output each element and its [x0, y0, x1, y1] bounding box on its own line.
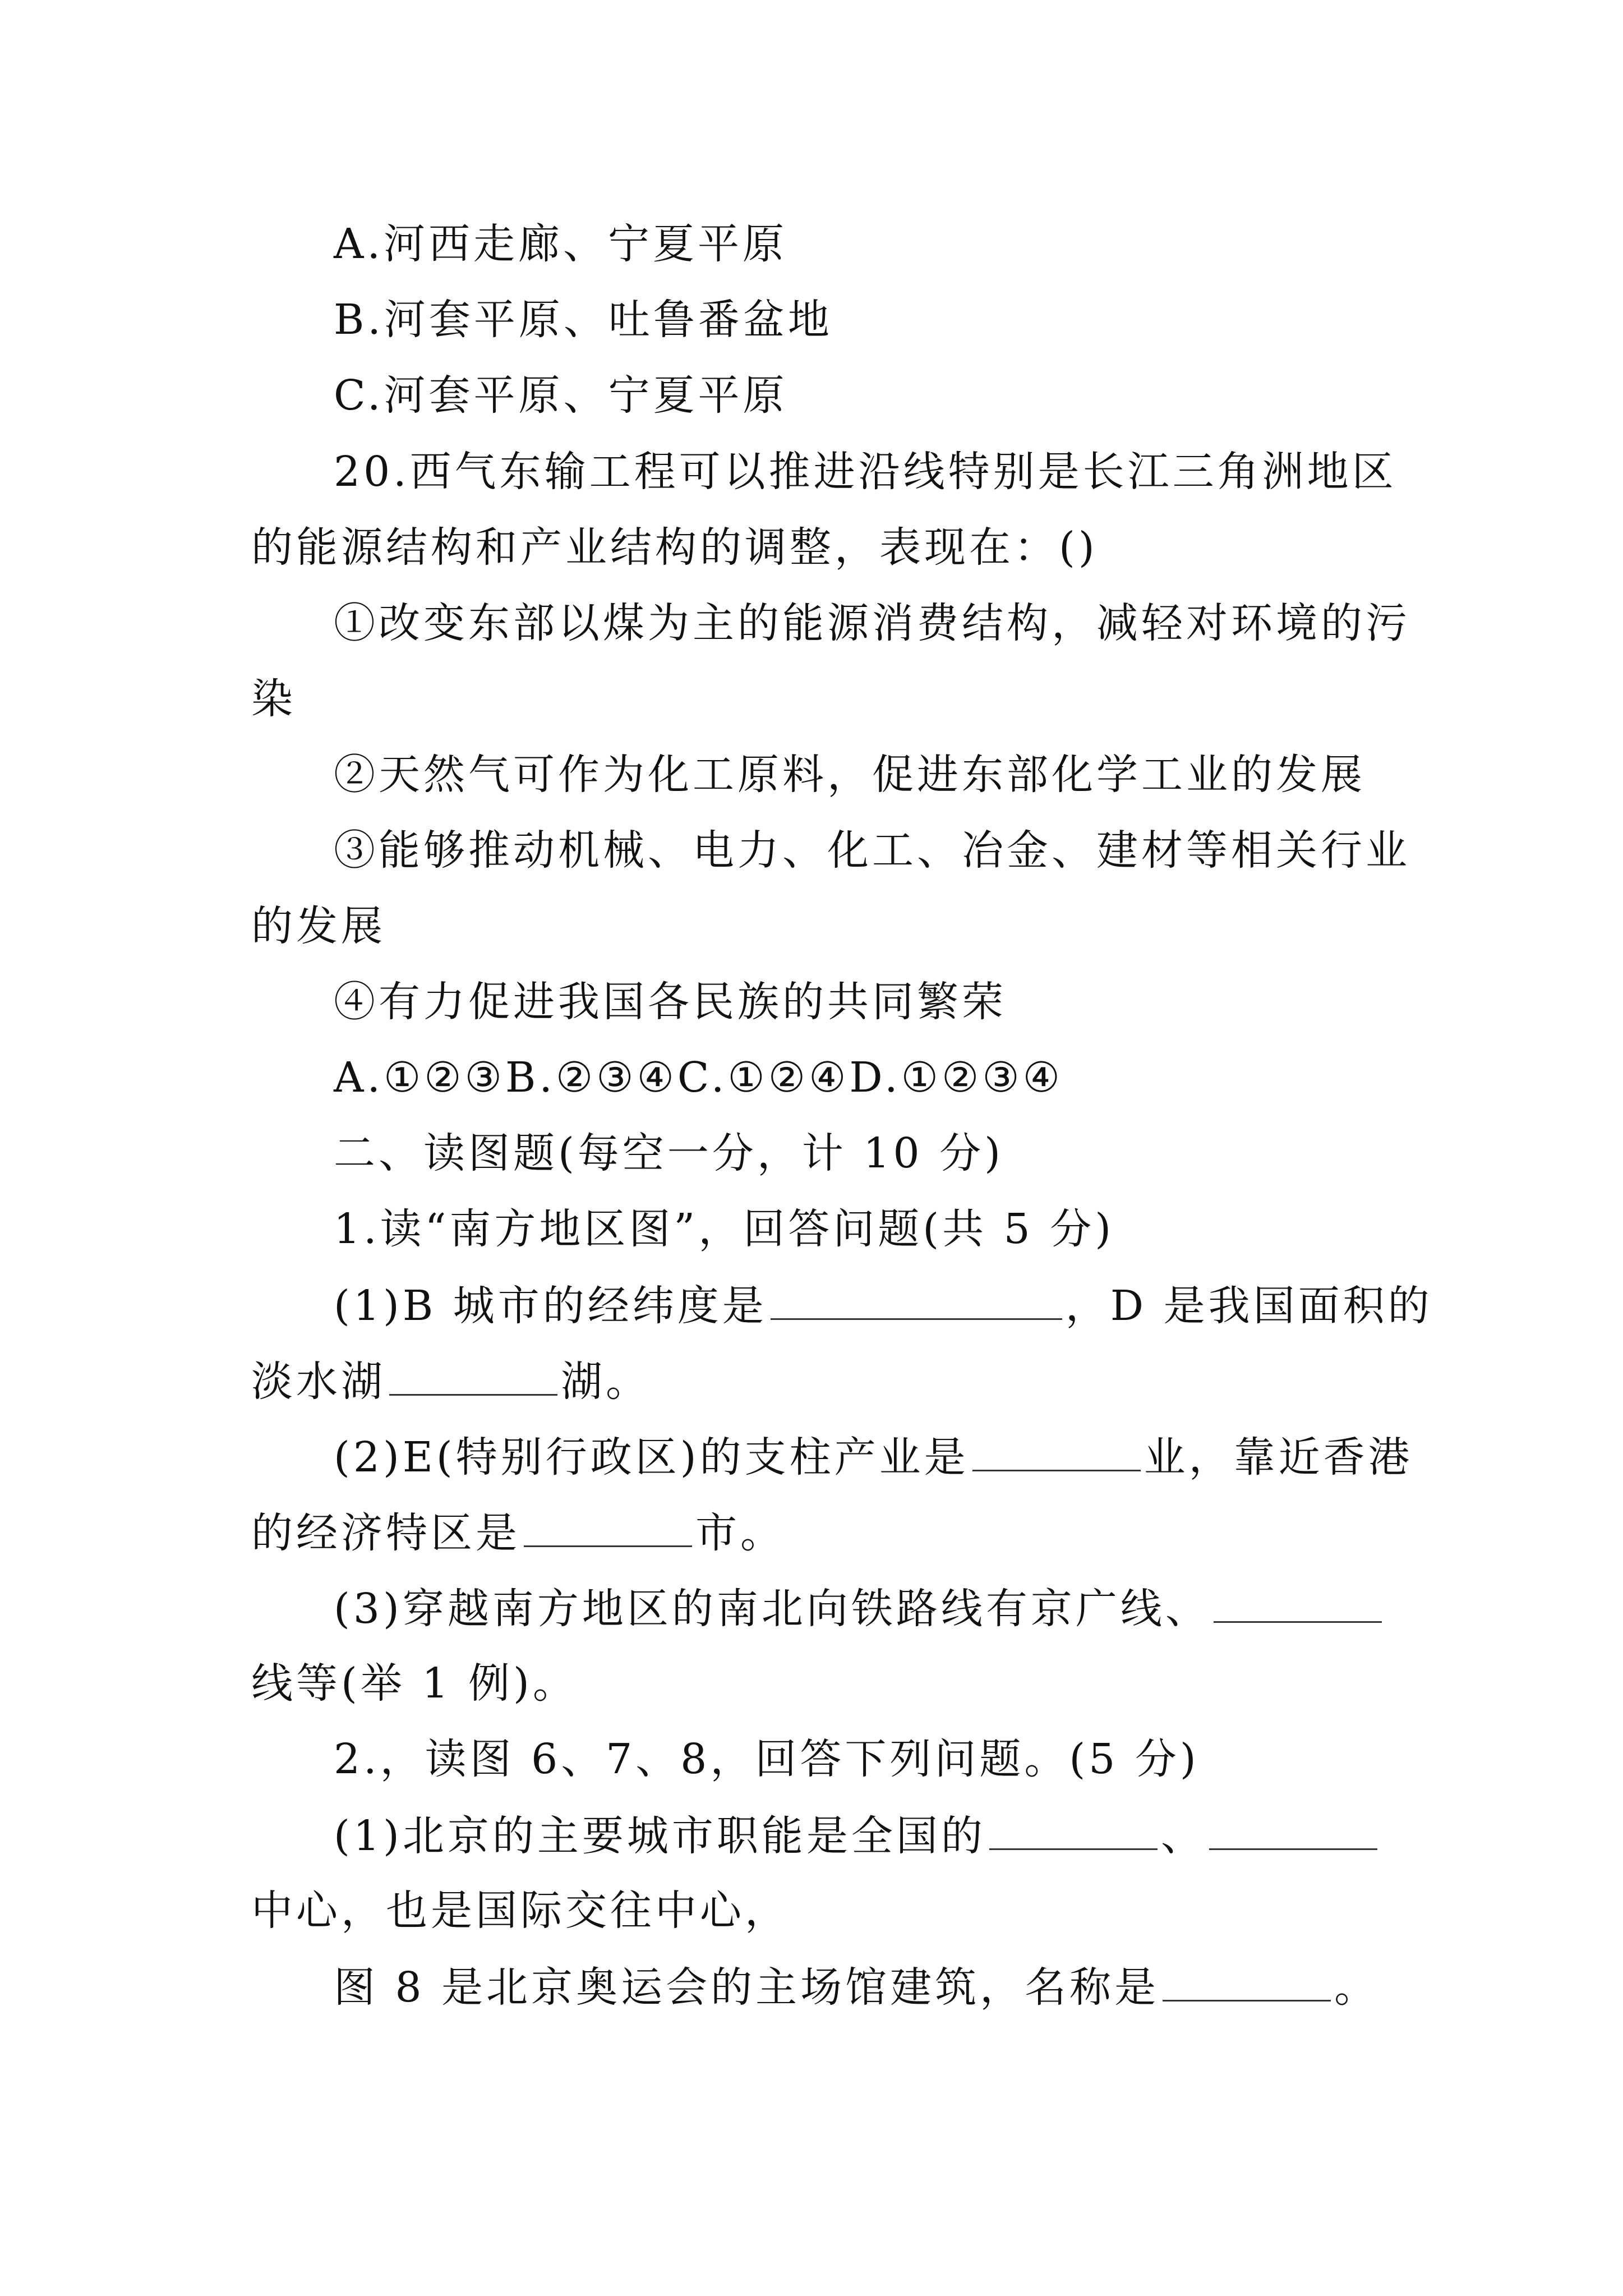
q19-option-c: C.河套平原、宁夏平原	[334, 371, 788, 420]
map-question1-part3-line2: 线等(举 1 例)。	[251, 1659, 578, 1708]
map-question1-part2-line1	[334, 1428, 1413, 1485]
answer-blank-city-function-1[interactable]	[989, 1807, 1158, 1850]
q1-p2-text-c: 的经济特区是	[251, 1509, 520, 1557]
q1-p3-text-a: (3)穿越南方地区的南北向铁路线有京广线、	[334, 1585, 1210, 1633]
q20-stem-line2: 的能源结构和产业结构的调整，表现在：()	[251, 523, 1098, 572]
map-question1-part1-line2	[251, 1352, 651, 1410]
q19-option-a: A.河西走廊、宁夏平原	[334, 220, 787, 268]
map-question1-part1-line1	[334, 1277, 1433, 1334]
map-question2-part1-line1	[334, 1807, 1381, 1864]
q2-p2-text-b: 。	[1334, 1963, 1380, 2012]
q20-stem-line1: 20.西气东输工程可以推进沿线特别是长江三角洲地区	[334, 448, 1397, 496]
section2-heading: 二、读图题(每空一分，计 10 分)	[334, 1129, 1004, 1177]
q20-item4: ④有力促进我国各民族的共同繁荣	[334, 978, 1007, 1026]
answer-blank-city-function-2[interactable]	[1209, 1807, 1377, 1850]
answer-blank-olympic-venue[interactable]	[1163, 1958, 1331, 2001]
q1-p2-text-b: 业，靠近香港	[1144, 1433, 1413, 1481]
q1-p1-text-d: 湖。	[561, 1358, 651, 1406]
q20-item2: ②天然气可作为化工原料，促进东部化学工业的发展	[334, 751, 1366, 799]
q2-p1-text-a: (1)北京的主要城市职能是全国的	[334, 1812, 986, 1860]
answer-blank-railway[interactable]	[1214, 1580, 1382, 1623]
q1-p1-text-a: (1)B 城市的经纬度是	[334, 1282, 767, 1330]
q20-item3-line1: ③能够推动机械、电力、化工、冶金、建材等相关行业	[334, 826, 1410, 875]
q20-item3-line2: 的发展	[251, 902, 386, 950]
map-question2-stem: 2.，读图 6、7、8，回答下列问题。(5 分)	[334, 1735, 1200, 1783]
map-question1-part3-line1	[334, 1580, 1385, 1637]
answer-blank-lake-name[interactable]	[389, 1352, 557, 1396]
q20-item1-line1: ①改变东部以煤为主的能源消费结构，减轻对环境的污	[334, 599, 1410, 647]
map-question2-part2	[334, 1958, 1379, 2016]
q1-p2-text-d: 市。	[695, 1509, 785, 1557]
answer-blank-pillar-industry[interactable]	[972, 1428, 1141, 1471]
map-question1-stem: 1.读“南方地区图”，回答问题(共 5 分)	[334, 1205, 1115, 1253]
q2-p2-text-a: 图 8 是北京奥运会的主场馆建筑，名称是	[334, 1963, 1160, 2012]
map-question1-part2-line2	[251, 1504, 785, 1561]
q1-p1-text-c: 淡水湖	[251, 1358, 386, 1406]
answer-blank-b-city-coordinates[interactable]	[771, 1277, 1062, 1320]
q1-p2-text-a: (2)E(特别行政区)的支柱产业是	[334, 1433, 969, 1481]
q2-p1-separator: 、	[1160, 1812, 1206, 1860]
q20-options: A.①②③B.②③④C.①②④D.①②③④	[334, 1053, 1064, 1102]
q1-p1-text-b: ，D 是我国面积的	[1065, 1282, 1433, 1330]
answer-blank-special-zone[interactable]	[524, 1504, 692, 1547]
q20-item1-line2: 染	[251, 675, 296, 723]
q19-option-b: B.河套平原、吐鲁番盆地	[334, 296, 833, 344]
map-question2-part1-line2: 中心，也是国际交往中心，	[251, 1887, 790, 1935]
